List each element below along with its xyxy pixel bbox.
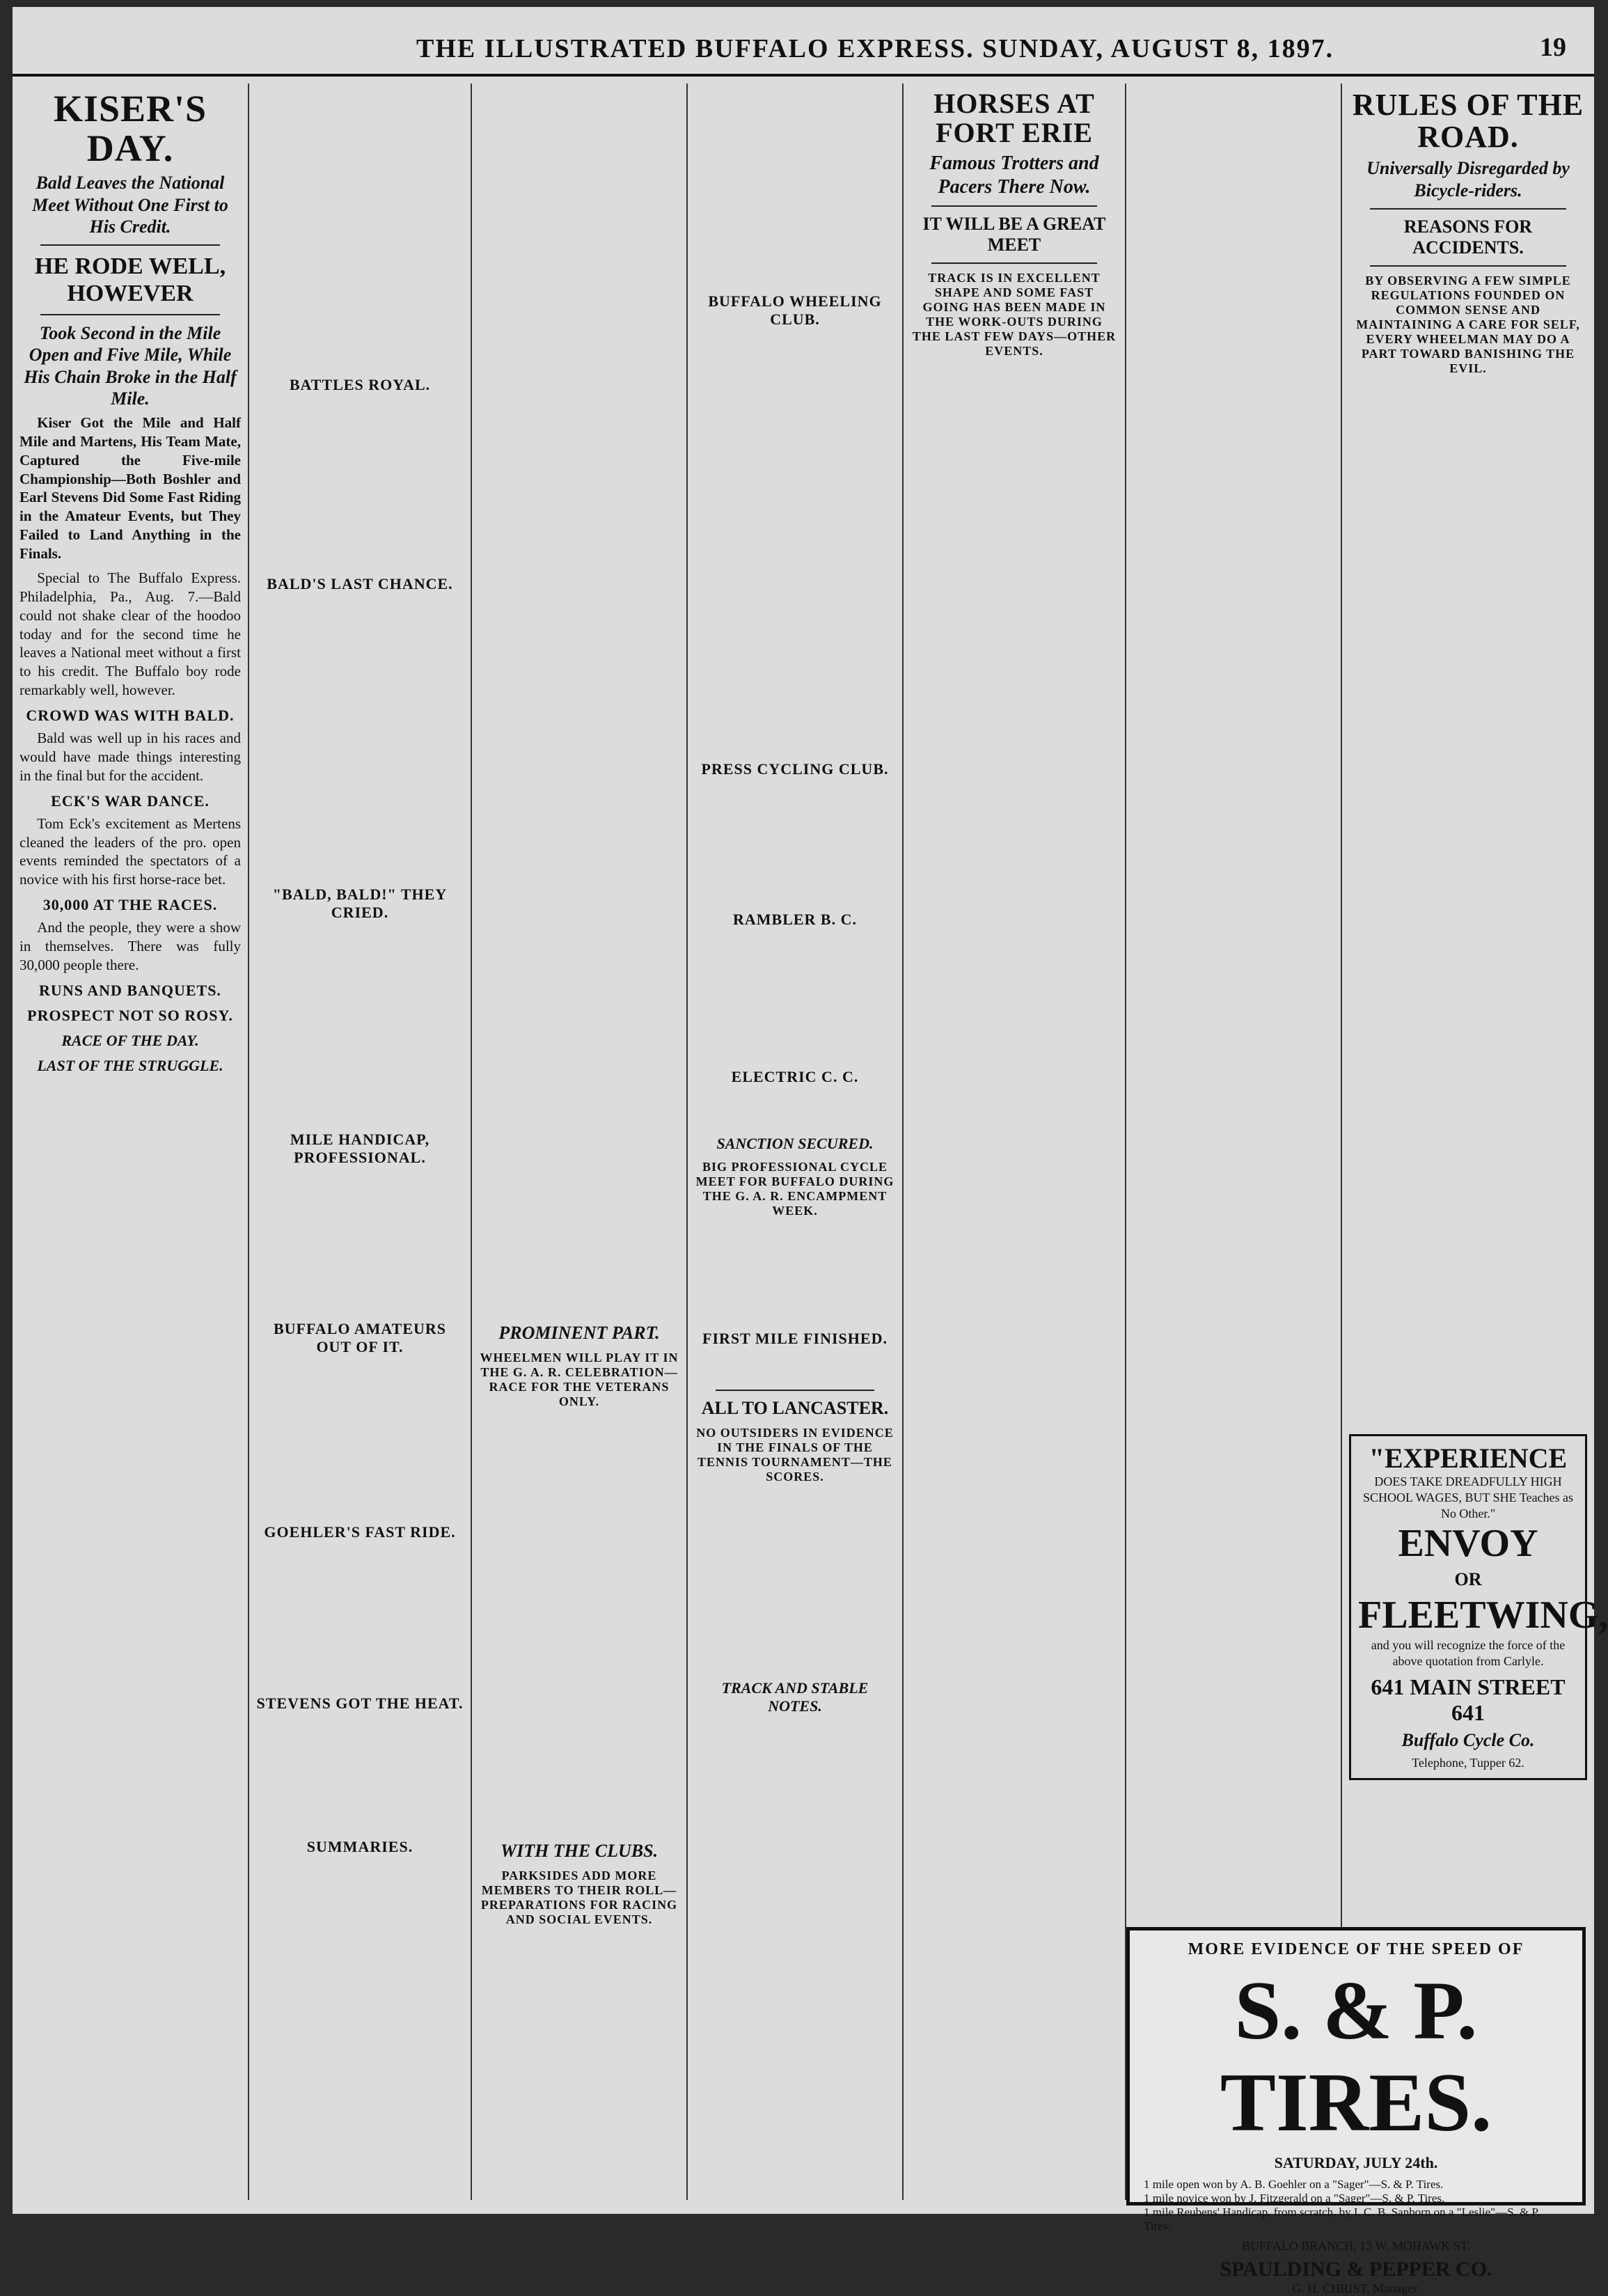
racing-sub-7: STEVENS GOT THE HEAT. [256, 1695, 464, 1712]
kiser-sub-7: LAST OF THE STRUGGLE. [37, 1056, 223, 1074]
tires-company: SPAULDING & PEPPER CO. [1220, 2258, 1492, 2281]
divider [40, 314, 220, 315]
rules-deck-1: Universally Disregarded by Bicycle-riders. [1366, 158, 1570, 200]
or-text: OR [1454, 1569, 1482, 1590]
club-sub-4: ELECTRIC C. C. [731, 1068, 859, 1085]
divider [40, 244, 220, 246]
rules-deck-3: BY OBSERVING A FEW SIMPLE REGULATIONS FOUNDED ON COMMON SENSE AND MAINTAINING A CARE FOR SELF, EVERY WHEELMAN MAY DO A PART TOWARD BANISHING THE EVIL. [1356, 273, 1580, 375]
experience-line-1: DOES TAKE DREADFULLY HIGH SCHOOL WAGES, BUT SHE Teaches as No Other." [1362, 1474, 1574, 1521]
column-racing [249, 84, 472, 2200]
club-sub-2: PRESS CYCLING CLUB. [701, 760, 889, 778]
kiser-sub-5: PROSPECT NOT SO ROSY. [27, 1006, 233, 1024]
kiser-deck-2: HE RODE WELL, HOWEVER [34, 253, 226, 307]
kiser-sub-3: 30,000 AT THE RACES. [42, 896, 218, 914]
kiser-para-2: Bald was well up in his races and would have made things interesting in the final but for the accident. [19, 730, 241, 784]
prominent-headline: PROMINENT PART. [498, 1323, 660, 1343]
column-horses-cont [1126, 84, 1342, 2200]
divider [716, 1390, 874, 1391]
racing-sub-4: MILE HANDICAP, PROFESSIONAL. [290, 1131, 430, 1166]
fleetwing-brand: FLEETWING, [1358, 1594, 1608, 1637]
tires-date: SATURDAY, JULY 24th. [1274, 2154, 1438, 2171]
kiser-sub-6: RACE OF THE DAY. [61, 1031, 199, 1049]
kiser-sub-4: RUNS AND BANQUETS. [39, 981, 221, 999]
column-rules [1342, 84, 1608, 2200]
masthead-title: THE ILLUSTRATED BUFFALO EXPRESS. SUNDAY, AUGUST 8, 1897. [416, 34, 1334, 63]
horses-deck-1: Famous Trotters and Pacers There Now. [929, 152, 1099, 198]
experience-address: 641 MAIN STREET 641 [1371, 1674, 1566, 1725]
kiser-deck-1: Bald Leaves the National Meet Without One First to His Credit. [32, 173, 228, 237]
track-notes-headline: TRACK AND STABLE NOTES. [721, 1678, 869, 1715]
kiser-headline: KISER'S DAY. [53, 88, 207, 169]
clubs-deck: PARKSIDES ADD MORE MEMBERS TO THEIR ROLL—PREPARATIONS FOR RACING AND SOCIAL EVENTS. [480, 1869, 678, 1926]
rules-headline: RULES OF THE ROAD. [1352, 88, 1584, 155]
experience-line-2: and you will recognize the force of the above quotation from Carlyle. [1371, 1637, 1566, 1669]
divider [1370, 208, 1566, 210]
envoy-brand: ENVOY [1398, 1521, 1538, 1565]
newspaper-page [13, 7, 1608, 2295]
list-item: 1 mile Reubens' Handicap, from scratch, by I. C. B. Sanborn on a "Leslie"—S. & P. Tires. [1144, 2205, 1540, 2233]
column-horses [904, 84, 1126, 2200]
divider [1370, 265, 1566, 267]
experience-ad [1349, 1434, 1608, 1781]
list-item: 1 mile novice won by J. Fitzgerald on a "Sager"—S. & P. Tires. [1144, 2192, 1445, 2205]
experience-title: "EXPERIENCE [1369, 1442, 1568, 1474]
tires-ad [1126, 1927, 1586, 2295]
racing-sub-1: BATTLES ROYAL. [289, 376, 431, 393]
horses-deck-3: TRACK IS IN EXCELLENT SHAPE AND SOME FAST GOING HAS BEEN MADE IN THE WORK-OUTS DURING THE LAST FEW DAYS—OTHER EVENTS. [912, 270, 1117, 358]
tires-header: MORE EVIDENCE OF THE SPEED OF [1188, 1940, 1524, 1958]
divider [931, 205, 1097, 207]
kiser-para-4: And the people, they were a show in themselves. There was fully 30,000 people there. [19, 919, 241, 973]
tires-results-list [1130, 2178, 1582, 2233]
experience-company: Buffalo Cycle Co. [1401, 1729, 1535, 1750]
lancaster-headline: ALL TO LANCASTER. [701, 1398, 889, 1418]
column-clubs [688, 84, 904, 2200]
divider [931, 262, 1097, 264]
tires-brand: S. & P. TIRES. [1220, 1964, 1492, 2148]
kiser-sub-1: CROWD WAS WITH BALD. [26, 707, 235, 724]
racing-sub-6: GOEHLER'S FAST RIDE. [264, 1523, 456, 1541]
masthead [13, 7, 1594, 77]
clubs-headline: WITH THE CLUBS. [500, 1841, 659, 1861]
kiser-para-1: Special to The Buffalo Express. Philadelphia, Pa., Aug. 7.—Bald could not shake clear of the hoodoo today and for the second time he leaves a National meet without a first to his credit. The Buffalo boy rode remarkably well, however. [19, 569, 241, 699]
club-sub-6: FIRST MILE FINISHED. [702, 1330, 888, 1347]
tires-branch: BUFFALO BRANCH, 13 W. MOHAWK ST. [1242, 2239, 1470, 2253]
racing-sub-5: BUFFALO AMATEURS OUT OF IT. [273, 1320, 447, 1355]
racing-sub-8: SUMMARIES. [306, 1838, 413, 1855]
page-number: 19 [1540, 33, 1566, 62]
column-summaries [472, 84, 688, 2200]
prominent-deck: WHEELMEN WILL PLAY IT IN THE G. A. R. CELEBRATION—RACE FOR THE VETERANS ONLY. [480, 1351, 679, 1408]
kiser-para-3: Tom Eck's excitement as Mertens cleaned the leaders of the pro. open events reminded the spectators of a novice with his first horse-race bet. [19, 815, 241, 888]
racing-sub-2: BALD'S LAST CHANCE. [267, 575, 453, 592]
club-sub-3: RAMBLER B. C. [732, 911, 857, 928]
kiser-deck-3: Took Second in the Mile Open and Five Mile, While His Chain Broke in the Half Mile. [24, 323, 237, 409]
racing-sub-3: "BALD, BALD!" THEY CRIED. [272, 886, 448, 921]
club-sub-1: BUFFALO WHEELING CLUB. [708, 292, 882, 328]
kiser-summary: Kiser Got the Mile and Half Mile and Martens, His Team Mate, Captured the Five-mile Championship—Both Boshler and Earl Stevens Did Some Fast Riding in the Amateur Events, but They Failed to Land Anything in the Finals. [19, 414, 241, 562]
horses-headline: HORSES AT FORT ERIE [933, 88, 1095, 148]
lancaster-deck: NO OUTSIDERS IN EVIDENCE IN THE FINALS OF THE TENNIS TOURNAMENT—THE SCORES. [696, 1425, 894, 1484]
list-item: 1 mile open won by A. B. Goehler on a "Sager"—S. & P. Tires. [1144, 2178, 1444, 2191]
sanction-deck: BIG PROFESSIONAL CYCLE MEET FOR BUFFALO DURING THE G. A. R. ENCAMPMENT WEEK. [695, 1160, 894, 1218]
sanction-headline: SANCTION SECURED. [716, 1135, 874, 1152]
kiser-sub-2: ECK'S WAR DANCE. [51, 792, 210, 810]
horses-deck-2: IT WILL BE A GREAT MEET [922, 214, 1106, 255]
column-kiser [13, 84, 249, 2200]
rules-deck-2: REASONS FOR ACCIDENTS. [1403, 216, 1533, 258]
tires-manager: G. H. CHRIST, Manager. [1292, 2281, 1420, 2295]
experience-phone: Telephone, Tupper 62. [1412, 1755, 1524, 1770]
